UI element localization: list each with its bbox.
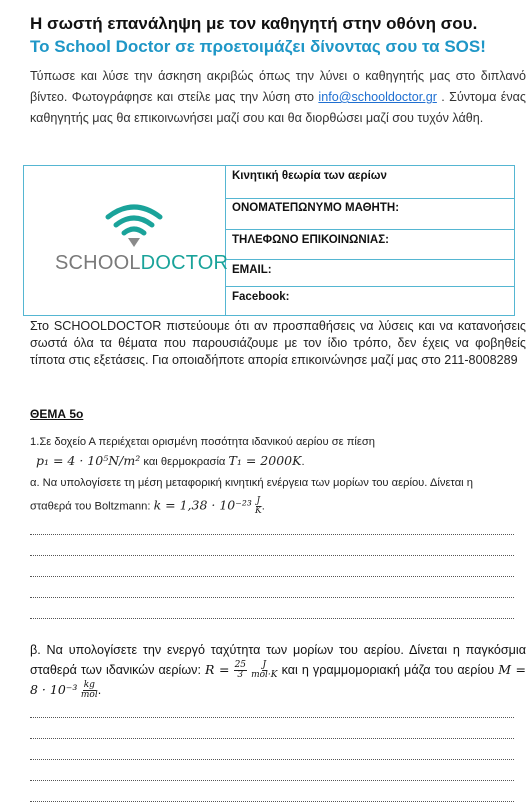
answer-line[interactable]: [30, 597, 514, 598]
schooldoctor-logo: SCHOOLDOCTOR: [55, 252, 229, 274]
boltzmann-text: σταθερά του Boltzmann:: [30, 500, 154, 513]
row-facebook[interactable]: Facebook:: [232, 291, 290, 303]
part-b-text2: και η γραμμομοριακή μάζα του αερίου: [277, 663, 499, 677]
section-title: ΘΕΜΑ 5ο: [30, 407, 84, 421]
answer-line[interactable]: [30, 555, 514, 556]
answer-line[interactable]: [30, 738, 514, 739]
wifi-signal-icon: [104, 203, 164, 247]
question-part-a: α. Να υπολογίσετε τη μέση μεταφορική κινητική ενέργεια των μορίων του αερίου. Δίνεται η: [30, 477, 473, 489]
answer-line[interactable]: [30, 618, 514, 619]
boltzmann-formula: k = 1,38 · 10⁻²³: [153, 497, 252, 513]
boltzmann-line: σταθερά του Boltzmann: k = 1,38 · 10⁻²³ $\frac{J}{K}$ .: [30, 496, 265, 516]
row-topic: Κινητική θεωρία των αερίων: [226, 166, 514, 199]
header-title: Η σωστή επανάληψη με τον καθηγητή στην οθόνη σου.: [30, 14, 478, 33]
boltzmann-unit: $\frac{J}{K}$: [254, 496, 262, 516]
question-1-line1: 1.Σε δοχείο Α περιέχεται ορισμένη ποσότητα ιδανικού αερίου σε πίεση: [30, 436, 376, 448]
part-b-text: β. Να υπολογίσετε την ενεργό ταχύτητα των μορίων του αερίου. Δίνεται η παγκόσμια σταθερά των ιδανικών αερίων:: [30, 643, 526, 677]
answer-line[interactable]: [30, 759, 514, 760]
gas-constant-value: $\frac{25}{3}$: [234, 660, 247, 681]
gas-constant-unit: $\frac{J}{\text{mol·K}}$: [251, 660, 278, 681]
pressure-formula: p₁ = 4 · 10⁵N/m²: [36, 453, 141, 468]
intro-after-link: . Σύντομα ένας καθηγητής μας θα επικοινωνήσει μαζί σου και θα διορθώσει μαζί σου τυχόν λάθη.: [30, 90, 526, 125]
temperature-formula: T₁ = 2000K: [228, 453, 302, 468]
answer-line[interactable]: [30, 801, 514, 802]
molar-mass-unit: $\frac{kg}{\text{mol}}$: [80, 680, 98, 701]
answer-line[interactable]: [30, 534, 514, 535]
student-info-table: [23, 165, 515, 316]
email-link[interactable]: info@schooldoctor.gr: [318, 90, 437, 104]
answer-line[interactable]: [30, 576, 514, 577]
question-1-line2: p₁ = 4 · 10⁵N/m² και θερμοκρασία T₁ = 2000K.: [36, 453, 305, 468]
answer-line[interactable]: [30, 717, 514, 718]
row-phone[interactable]: ΤΗΛΕΦΩΝΟ ΕΠΙΚΟΙΝΩΝΙΑΣ:: [226, 230, 514, 260]
molar-mass-formula: M = 8 · 10⁻³: [30, 662, 527, 698]
info-paragraph: Στο SCHOOLDOCTOR πιστεύουμε ότι αν προσπαθήσεις να λύσεις και να κατανοήσεις σωστά όλα τα θέματα που παρουσιάζουμε με τον ίδιο τρόπο, δεν έχεις να φοβηθείς τίποτα στις εξετάσεις. Για οποιαδήποτε απορία επικοινώνησε μαζί μας στο 211-8008289: [30, 319, 526, 367]
row-student-name[interactable]: ΟΝΟΜΑΤΕΠΩΝΥΜΟ ΜΑΘΗΤΗ:: [226, 199, 514, 230]
logo-cell: [24, 166, 229, 315]
intro-before-link: Τύπωσε και λύσε την άσκηση ακριβώς όπως την λύνει ο καθηγητής μας στο διπλανό βίντεο. Φωτογράφησε και στείλε μας την λύση στο: [30, 69, 526, 104]
question-part-b: β. Να υπολογίσετε την ενεργό ταχύτητα των μορίων του αερίου. Δίνεται η παγκόσμια σταθερά των ιδανικών αερίων: R = $\frac{25}{3}$ $\frac{J}{\text{mol·K}}$ και η γραμμομοριακή μάζα του αερίου M = 8 · 10⁻³ $\frac{kg}{\text{mol}}$ .: [30, 643, 527, 701]
gas-constant-label: R =: [205, 662, 230, 677]
header-subtitle: Το School Doctor σε προετοιμάζει δίνοντας σου τα SOS!: [30, 37, 486, 56]
intro-text: [30, 66, 526, 129]
question-1-mid: και θερμοκρασία: [140, 456, 229, 468]
row-email[interactable]: EMAIL:: [226, 260, 514, 287]
answer-line[interactable]: [30, 780, 514, 781]
